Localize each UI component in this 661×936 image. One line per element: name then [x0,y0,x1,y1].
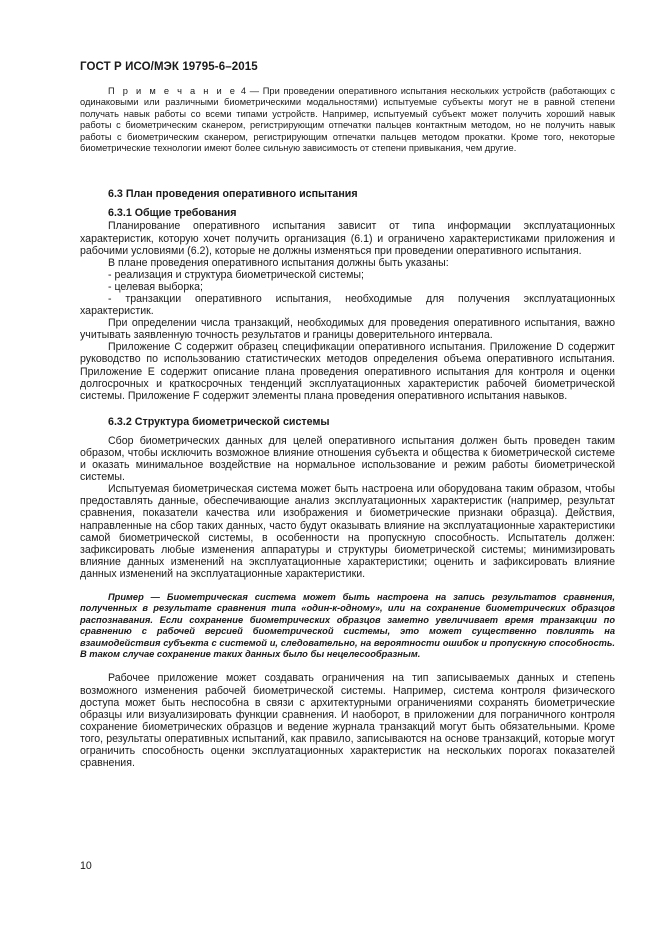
page-number: 10 [80,860,92,872]
paragraph: В плане проведения оперативного испытания должны быть указаны: [108,256,449,269]
paragraph: При определении числа транзакций, необходимых для проведения оперативного испытания, важно учитывать заявленную точность результатов и границы доверительного интервала. [80,317,615,342]
paragraph: Испытуемая биометрическая система может быть настроена или оборудована таким образом, чтобы предоставлять данные, обеспечивающие анализ эксплуатационных характеристик (например, результат сравнения, показатели качества или изображения и биометрические признаки образца). Действия, направленные на сбор таких данных, часто будут оказывать влияние на эксплуатационные характеристики самой биометрической системы, в особенности на пропускную способность. Испытатель должен: зафиксировать любые изменения аппаратуры и структуры биометрической системы; минимизировать влияние данных изменений на эксплуатационные характеристики; оценить и зафиксировать влияние данных изменений на эксплуатационные характеристики. [80,483,615,580]
note-4 [80,86,615,154]
paragraph: Приложение С содержит образец спецификации оперативного испытания. Приложение D содержит руководство по использованию статистических методов определения объема оперативного испытания. Приложение Е содержит описание плана проведения оперативного испытания для контроля и оценки долгосрочных и краткосрочных тенденций эксплуатационных характеристик рабочей биометрической системы. Приложение F содержит элементы плана проведения оперативного испытания навыков. [80,341,615,402]
paragraph: Сбор биометрических данных для целей оперативного испытания должен быть проведен таким образом, чтобы исключить возможное влияние отношения субъекта и общества к биометрической системе и оказать минимальное воздействие на нормальное использование и режим работы биометрической системы. [80,434,615,484]
list-item: - целевая выборка; [108,280,203,293]
note-text: 4 — При проведении оперативного испытания нескольких устройств (работающих с одинаковыми или различными биометрическими модальностями) испытуемые субъекты могут не в равной степени получать навык работы со всеми типами устройств. Например, испытуемый субъект может получить хороший навык работы с биометрическим сканером, регистрирующим отпечатки пальцев контактным методом, но не получить навык работы с биометрическим сканером, регистрирующим отпечатки пальцев методом прокатки. Кроме того, некоторые биометрические технологии имеют более сильную зависимость от степени привыкания, чем другие. [80,86,615,154]
paragraph: Рабочее приложение может создавать ограничения на тип записываемых данных и степень возможного изменения рабочей биометрической системы. Например, система контроля физического доступа может быть неспособна в связи с архитектурными ограничениями сохранять биометрические образцы или визуализировать функции сравнения. И наоборот, в приложении для пограничного контроля сохранение биометрических образцов и ведение журнала транзакций могут быть обязательными. Кроме того, результаты оперативных испытаний, как правило, записываются на основе транзакций, которые могут ограничить способность оценки эксплуатационных характеристик на нескольких порогах показателей сравнения. [80,672,615,770]
example-block: Пример — Биометрическая система может быть настроена на запись результатов сравнения, полученных в результате сравнения типа «один-к-одному», или на сохранение биометрических образцов распознавания. Если сохранение биометрических образцов заметно увеличивает время транзакции по сравнению с рабочей версией биометрической системы, это может существенно повлиять на взаимодействия субъекта с системой и, следовательно, на вероятности ошибок и пропускную способность. В таком случае сохранение таких данных было бы нецелесообразным. [80,591,615,659]
subsection-heading-6-3-1: 6.3.1 Общие требования [108,207,237,220]
list-item: - транзакции оперативного испытания, необходимые для получения эксплуатационных характеристик. [80,293,615,318]
subsection-heading-6-3-2: 6.3.2 Структура биометрической системы [108,415,330,428]
standard-header: ГОСТ Р ИСО/МЭК 19795-6–2015 [80,61,258,73]
list-item: - реализация и структура биометрической системы; [108,268,364,281]
note-label: П р и м е ч а н и е [108,86,238,96]
paragraph: Планирование оперативного испытания зависит от типа информации эксплуатационных характеристик, которую хочет получить организация (6.1) и ограничено характеристиками приложения и рабочими условиями (6.2), которые не должны изменяться при проведении оперативного испытания. [80,220,615,257]
section-heading-6-3: 6.3 План проведения оперативного испытания [108,188,358,201]
page-content [80,86,615,769]
